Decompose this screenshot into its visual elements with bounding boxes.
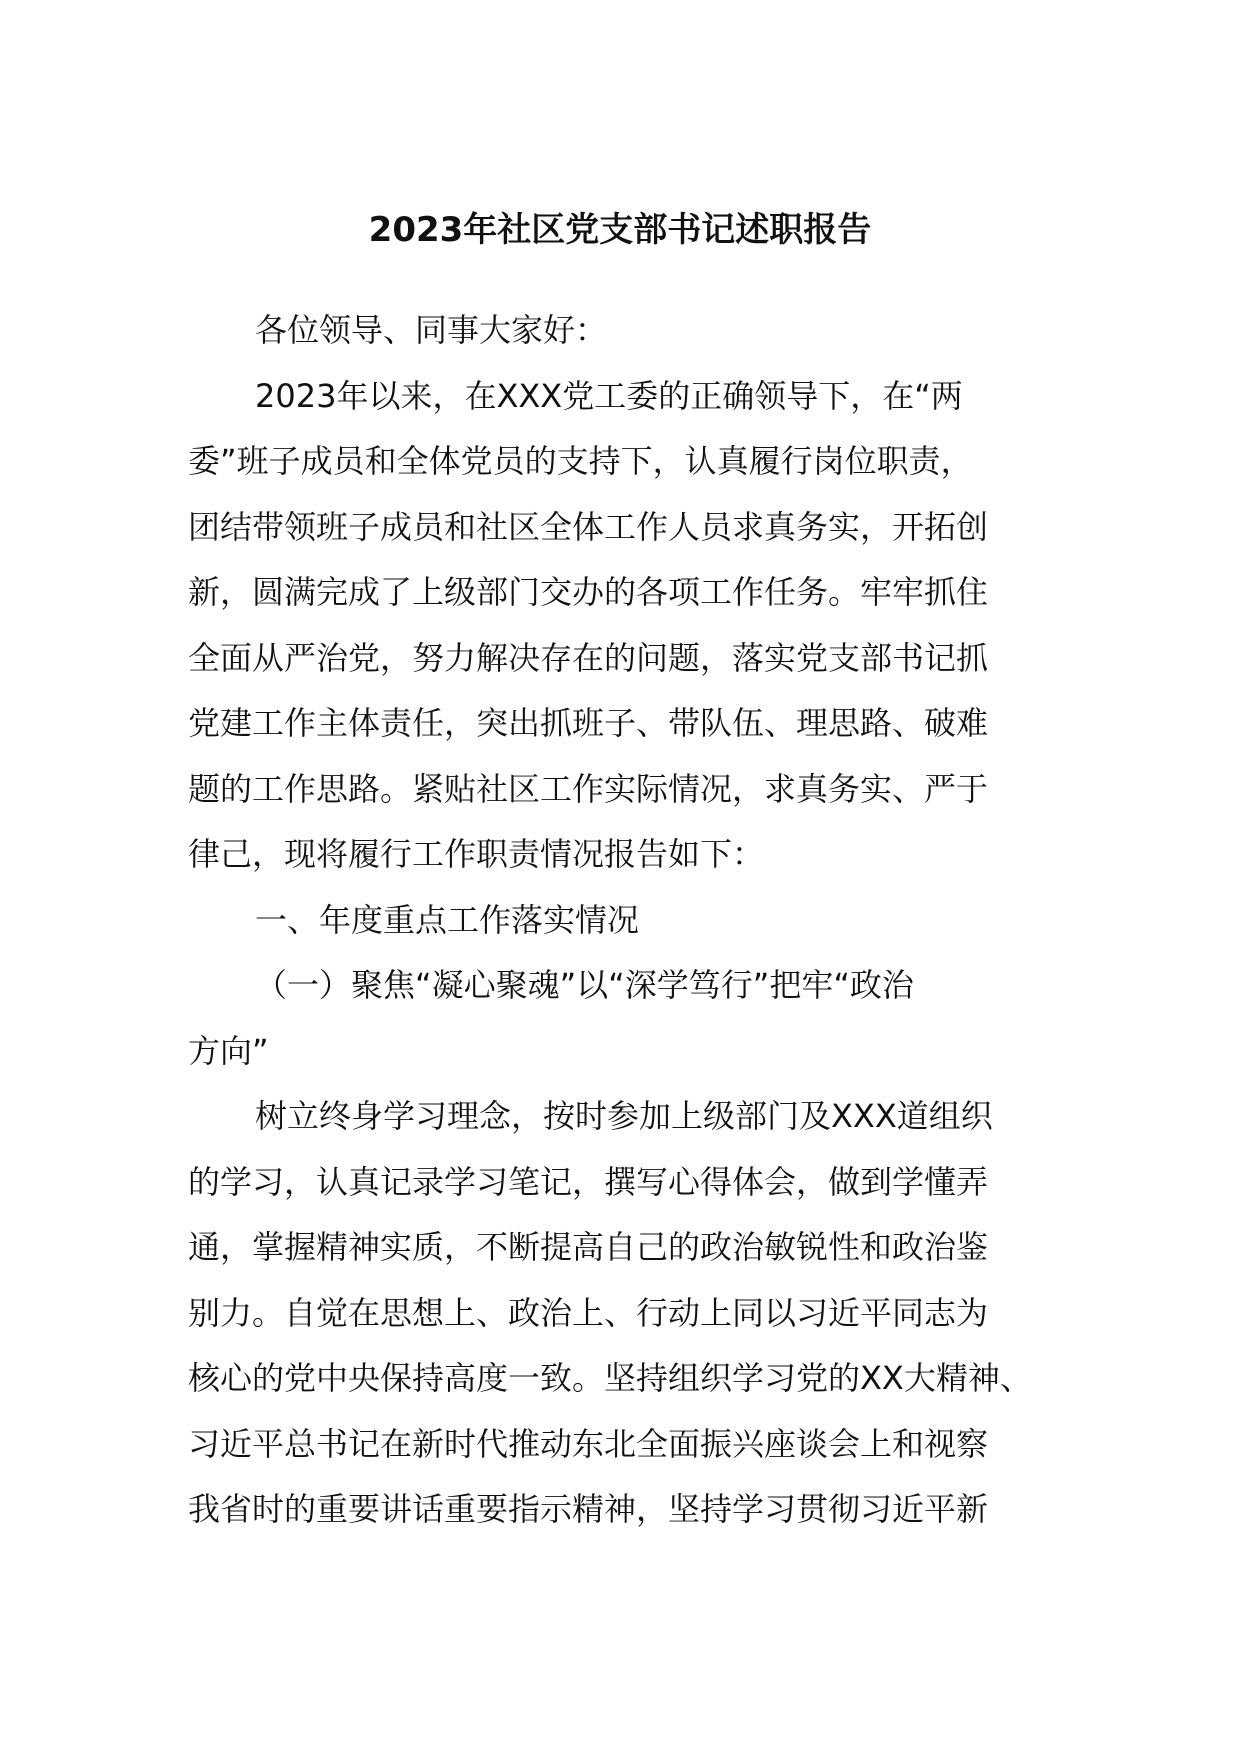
- body-line: 律己，现将履行工作职责情况报告如下：: [188, 835, 765, 873]
- body-line: 一、年度重点工作落实情况: [255, 900, 640, 939]
- body-line: 全面从严治党，努力解决存在的问题，落实党支部书记抓: [188, 638, 989, 677]
- document-body: [188, 298, 1188, 1543]
- body-line: 党建工作主体责任，突出抓班子、带队伍、理思路、破难: [188, 704, 989, 742]
- body-line: 我省时的重要讲话重要指示精神，坚持学习贯彻习近平新: [188, 1490, 989, 1528]
- body-line: 2023年以来，在XXX党工委的正确领导下，在“两: [255, 376, 963, 415]
- body-line: 习近平总书记在新时代推动东北全面振兴座谈会上和视察: [188, 1424, 989, 1463]
- body-line: 委”班子成员和全体党员的支持下，认真履行岗位职责，: [188, 442, 973, 480]
- body-line: 别力。自觉在思想上、政治上、行动上同以习近平同志为: [188, 1293, 989, 1332]
- document-title: 2023年社区党支部书记述职报告: [368, 210, 872, 250]
- body-line: 团结带领班子成员和社区全体工作人员求真务实，开拓创: [188, 507, 989, 546]
- body-line: 的学习，认真记录学习笔记，撰写心得体会，做到学懂弄: [188, 1162, 989, 1201]
- body-line: 题的工作思路。紧贴社区工作实际情况，求真务实、严于: [188, 769, 989, 808]
- body-line: 树立终身学习理念，按时参加上级部门及XXX道组织: [255, 1097, 993, 1135]
- body-line: （一）聚焦“凝心聚魂”以“深学笃行”把牢“政治: [255, 966, 914, 1004]
- body-line: 方向”: [188, 1031, 269, 1070]
- body-line: 通，掌握精神实质，不断提高自己的政治敏锐性和政治鉴: [188, 1228, 989, 1266]
- body-line: 核心的党中央保持高度一致。坚持组织学习党的XX大精神、: [188, 1359, 1032, 1397]
- body-line: 各位领导、同事大家好：: [255, 311, 608, 349]
- body-line: 新，圆满完成了上级部门交办的各项工作任务。牢牢抓住: [188, 573, 989, 611]
